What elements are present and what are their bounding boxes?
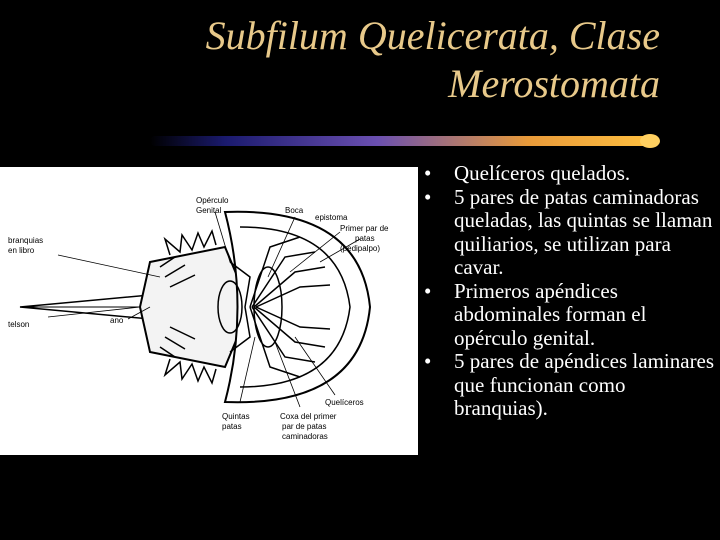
- title-divider-bar: [150, 133, 662, 149]
- label-coxa-line1: Coxa del primer: [280, 412, 337, 421]
- label-queliceros: Quelíceros: [325, 398, 364, 407]
- bullet-list: [424, 162, 716, 421]
- label-quintas: Quintas: [222, 412, 250, 421]
- label-genital: Genital: [196, 206, 222, 215]
- bullet-item: [424, 280, 716, 351]
- bullet-marker: •: [424, 161, 432, 185]
- bullet-marker: •: [424, 349, 432, 373]
- label-operculo: Opérculo: [196, 196, 229, 205]
- bullet-marker: •: [424, 184, 432, 209]
- label-primer-par: Primer par de: [340, 224, 389, 233]
- bullet-item: [424, 186, 716, 280]
- bullet-item: [424, 350, 716, 421]
- label-coxa-line2: par de patas: [282, 422, 327, 431]
- label-ano: ano: [110, 316, 124, 325]
- label-branquias: branquias: [8, 236, 44, 245]
- label-quintas-patas: patas: [222, 422, 242, 431]
- horseshoe-crab-diagram: [0, 167, 418, 455]
- bullet-item: [424, 162, 716, 186]
- label-telson: telson: [8, 320, 30, 329]
- slide-title-line-2: Merostomata: [448, 61, 660, 106]
- bullet-text: Quelíceros quelados.: [454, 161, 631, 185]
- bullet-text: 5 pares de apéndices laminares que funcionan como branquias).: [454, 349, 715, 420]
- horseshoe-crab-illustration: [0, 167, 418, 455]
- bullet-text: 5 pares de patas caminadoras queladas, las quintas se llaman quiliarios, se utilizan para cavar.: [454, 184, 713, 279]
- bullet-text: Primeros apéndices abdominales forman el opérculo genital.: [454, 278, 647, 350]
- bullet-marker: •: [424, 278, 432, 303]
- label-boca: Boca: [285, 206, 304, 215]
- label-patas: patas: [355, 234, 375, 243]
- label-coxa-line3: caminadoras: [282, 432, 328, 441]
- label-en-libro: en libro: [8, 246, 35, 255]
- slide-title-line-1: Subfilum Quelicerata, Clase: [205, 13, 660, 58]
- slide-title: [100, 12, 660, 108]
- label-pedipalpo: (pedipalpo): [340, 244, 381, 253]
- label-epistoma: epistoma: [315, 213, 348, 222]
